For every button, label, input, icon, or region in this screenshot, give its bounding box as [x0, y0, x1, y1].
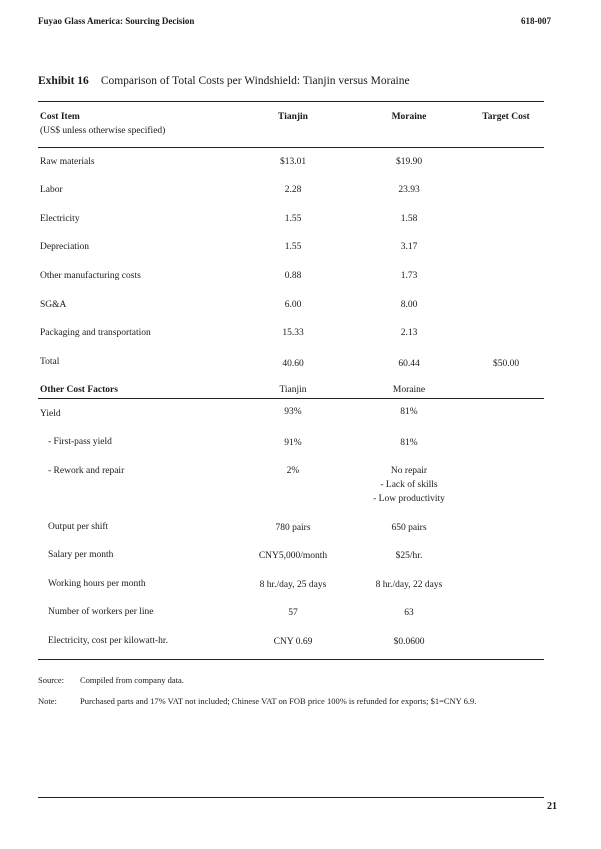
- factor-label: Yield: [40, 409, 61, 419]
- exhibit-title: Comparison of Total Costs per Windshield: Tianjin versus Moraine: [100, 75, 410, 87]
- cost-total-moraine: 60.44: [398, 359, 420, 369]
- factor-moraine-value: 8 hr./day, 22 days: [375, 580, 443, 590]
- column-header-units: (US$ unless otherwise specified): [40, 126, 166, 136]
- column-header-target-cost: Target Cost: [482, 112, 530, 122]
- cost-item-label: SG&A: [40, 300, 67, 310]
- note-text: Purchased parts and 17% VAT not included; Chinese VAT on FOB price 100% is refunded for exports; $1=CNY 6.9.: [80, 696, 477, 706]
- factor-moraine-value: $0.0600: [393, 637, 425, 647]
- factors-header-moraine: Moraine: [392, 385, 426, 395]
- cost-tianjin-value: 6.00: [284, 300, 302, 310]
- cost-moraine-value: 2.13: [400, 328, 418, 338]
- cost-item-label: Packaging and transportation: [40, 328, 151, 338]
- factor-label: Working hours per month: [48, 579, 146, 589]
- cost-moraine-value: 1.73: [400, 271, 418, 281]
- running-header-title: Fuyao Glass America: Sourcing Decision: [38, 16, 195, 26]
- cost-tianjin-value: 1.55: [284, 242, 302, 252]
- cost-item-label: Electricity: [40, 214, 80, 224]
- header-bottom-rule: [38, 147, 544, 148]
- cost-item-label: Depreciation: [40, 242, 90, 252]
- section-title-other-cost-factors: Other Cost Factors: [40, 385, 118, 395]
- cost-total-label: Total: [40, 357, 60, 367]
- cost-tianjin-value: 15.33: [282, 328, 304, 338]
- cost-moraine-value: 23.93: [398, 185, 420, 195]
- case-number: 618-007: [521, 16, 551, 26]
- factor-moraine-value: 81%: [400, 407, 418, 417]
- factor-label: - Rework and repair: [48, 466, 125, 476]
- column-header-moraine: Moraine: [391, 112, 427, 122]
- table-top-rule: [38, 101, 544, 102]
- cost-total-tianjin: 40.60: [282, 359, 304, 369]
- factors-header-tianjin: Tianjin: [279, 385, 307, 395]
- page-number: 21: [547, 801, 557, 812]
- exhibit-caption: [38, 75, 410, 87]
- cost-item-label: Other manufacturing costs: [40, 271, 141, 281]
- cost-moraine-value: 1.58: [400, 214, 418, 224]
- cost-tianjin-value: 0.88: [284, 271, 302, 281]
- factor-label: - First-pass yield: [48, 437, 112, 447]
- factor-moraine-value: 650 pairs: [391, 523, 427, 533]
- table-bottom-rule: [38, 659, 544, 660]
- source-text: Compiled from company data.: [80, 675, 184, 685]
- factor-tianjin-value: 8 hr./day, 25 days: [259, 580, 327, 590]
- cost-item-label: Labor: [40, 185, 63, 195]
- cost-moraine-value: $19.90: [395, 157, 423, 167]
- exhibit-number: Exhibit 16: [38, 75, 89, 87]
- factor-tianjin-value: 57: [288, 608, 298, 618]
- cost-item-label: Raw materials: [40, 157, 95, 167]
- cost-moraine-value: 8.00: [400, 300, 418, 310]
- factor-moraine-value: 81%: [400, 438, 418, 448]
- factor-moraine-value: 63: [404, 608, 414, 618]
- factors-header-rule: [38, 398, 544, 399]
- factor-label: Number of workers per line: [48, 607, 154, 617]
- factor-tianjin-value: 2%: [286, 466, 300, 476]
- column-header-cost-item: Cost Item: [40, 112, 80, 122]
- cost-tianjin-value: 1.55: [284, 214, 302, 224]
- factor-tianjin-value: CNY5,000/month: [258, 551, 328, 561]
- factor-moraine-value: $25/hr.: [395, 551, 423, 561]
- factor-label: Output per shift: [48, 522, 109, 532]
- factor-label: Salary per month: [48, 550, 114, 560]
- footer-rule: [38, 797, 544, 798]
- factor-tianjin-value: CNY 0.69: [273, 637, 313, 647]
- note-label: Note:: [38, 696, 57, 706]
- column-header-tianjin: Tianjin: [278, 112, 308, 122]
- factor-tianjin-value: 93%: [284, 407, 302, 417]
- source-note: [38, 675, 184, 685]
- note: [38, 696, 476, 706]
- factor-moraine-value: No repair - Lack of skills - Low productivity: [373, 466, 445, 504]
- source-label: Source:: [38, 675, 64, 685]
- cost-moraine-value: 3.17: [400, 242, 418, 252]
- factor-tianjin-value: 91%: [284, 438, 302, 448]
- cost-tianjin-value: 2.28: [284, 185, 302, 195]
- cost-tianjin-value: $13.01: [279, 157, 307, 167]
- factor-label: Electricity, cost per kilowatt-hr.: [48, 636, 168, 646]
- factor-tianjin-value: 780 pairs: [275, 523, 311, 533]
- target-cost-value: $50.00: [492, 359, 520, 369]
